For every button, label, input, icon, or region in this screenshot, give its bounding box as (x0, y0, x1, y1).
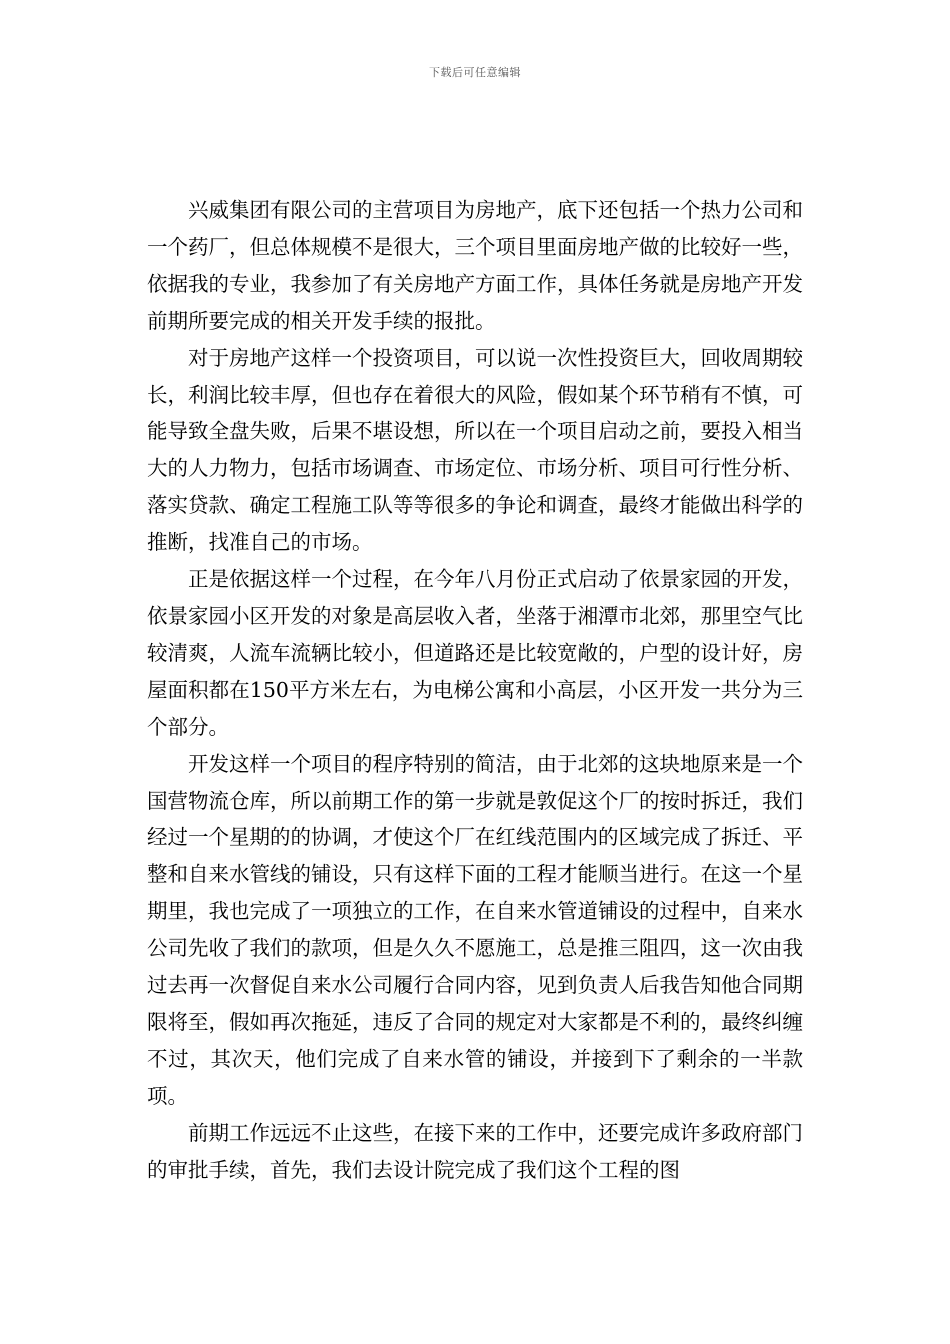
document-body (147, 192, 803, 1188)
paragraph-4: 开发这样一个项目的程序特别的简洁，由于北郊的这块地原来是一个国营物流仓库，所以前期工作的第一步就是敦促这个厂的按时拆迁，我们经过一个星期的的协调，才使这个厂在红线范围内的区域完成了拆迁、平整和自来水管线的铺设，只有这样下面的工程才能顺当进行。在这一个星期里，我也完成了一项独立的工作，在自来水管道铺设的过程中，自来水公司先收了我们的款项，但是久久不愿施工，总是推三阻四，这一次由我过去再一次督促自来水公司履行合同内容，见到负责人后我告知他合同期限将至，假如再次拖延，违反了合同的规定对大家都是不利的，最终纠缠不过，其次天，他们完成了自来水管的铺设，并接到下了剩余的一半款项。 (147, 751, 803, 1108)
page-header: 下载后可任意编辑 (429, 66, 521, 79)
paragraph-3: 正是依据这样一个过程，在今年八月份正式启动了依景家园的开发，依景家园小区开发的对象是高层收入者，坐落于湘潭市北郊，那里空气比较清爽，人流车流辆比较小，但道路还是比较宽敞的，户型的设计好，房屋面积都在150平方米左右，为电梯公寓和小高层，小区开发一共分为三个部分。 (147, 567, 803, 739)
paragraph-5: 前期工作远远不止这些，在接下来的工作中，还要完成许多政府部门的审批手续，首先，我们去设计院完成了我们这个工程的图 (147, 1120, 803, 1182)
paragraph-2: 对于房地产这样一个投资项目，可以说一次性投资巨大，回收周期较长，利润比较丰厚，但也存在着很大的风险，假如某个环节稍有不慎，可能导致全盘失败，后果不堪设想，所以在一个项目启动之前，要投入相当大的人力物力，包括市场调查、市场定位、市场分析、项目可行性分析、落实贷款、确定工程施工队等等很多的争论和调查，最终才能做出科学的推断，找准自己的市场。 (147, 345, 803, 555)
paragraph-1: 兴威集团有限公司的主营项目为房地产，底下还包括一个热力公司和一个药厂，但总体规模不是很大，三个项目里面房地产做的比较好一些，依据我的专业，我参加了有关房地产方面工作，具体任务就是房地产开发前期所要完成的相关开发手续的报批。 (147, 198, 803, 333)
